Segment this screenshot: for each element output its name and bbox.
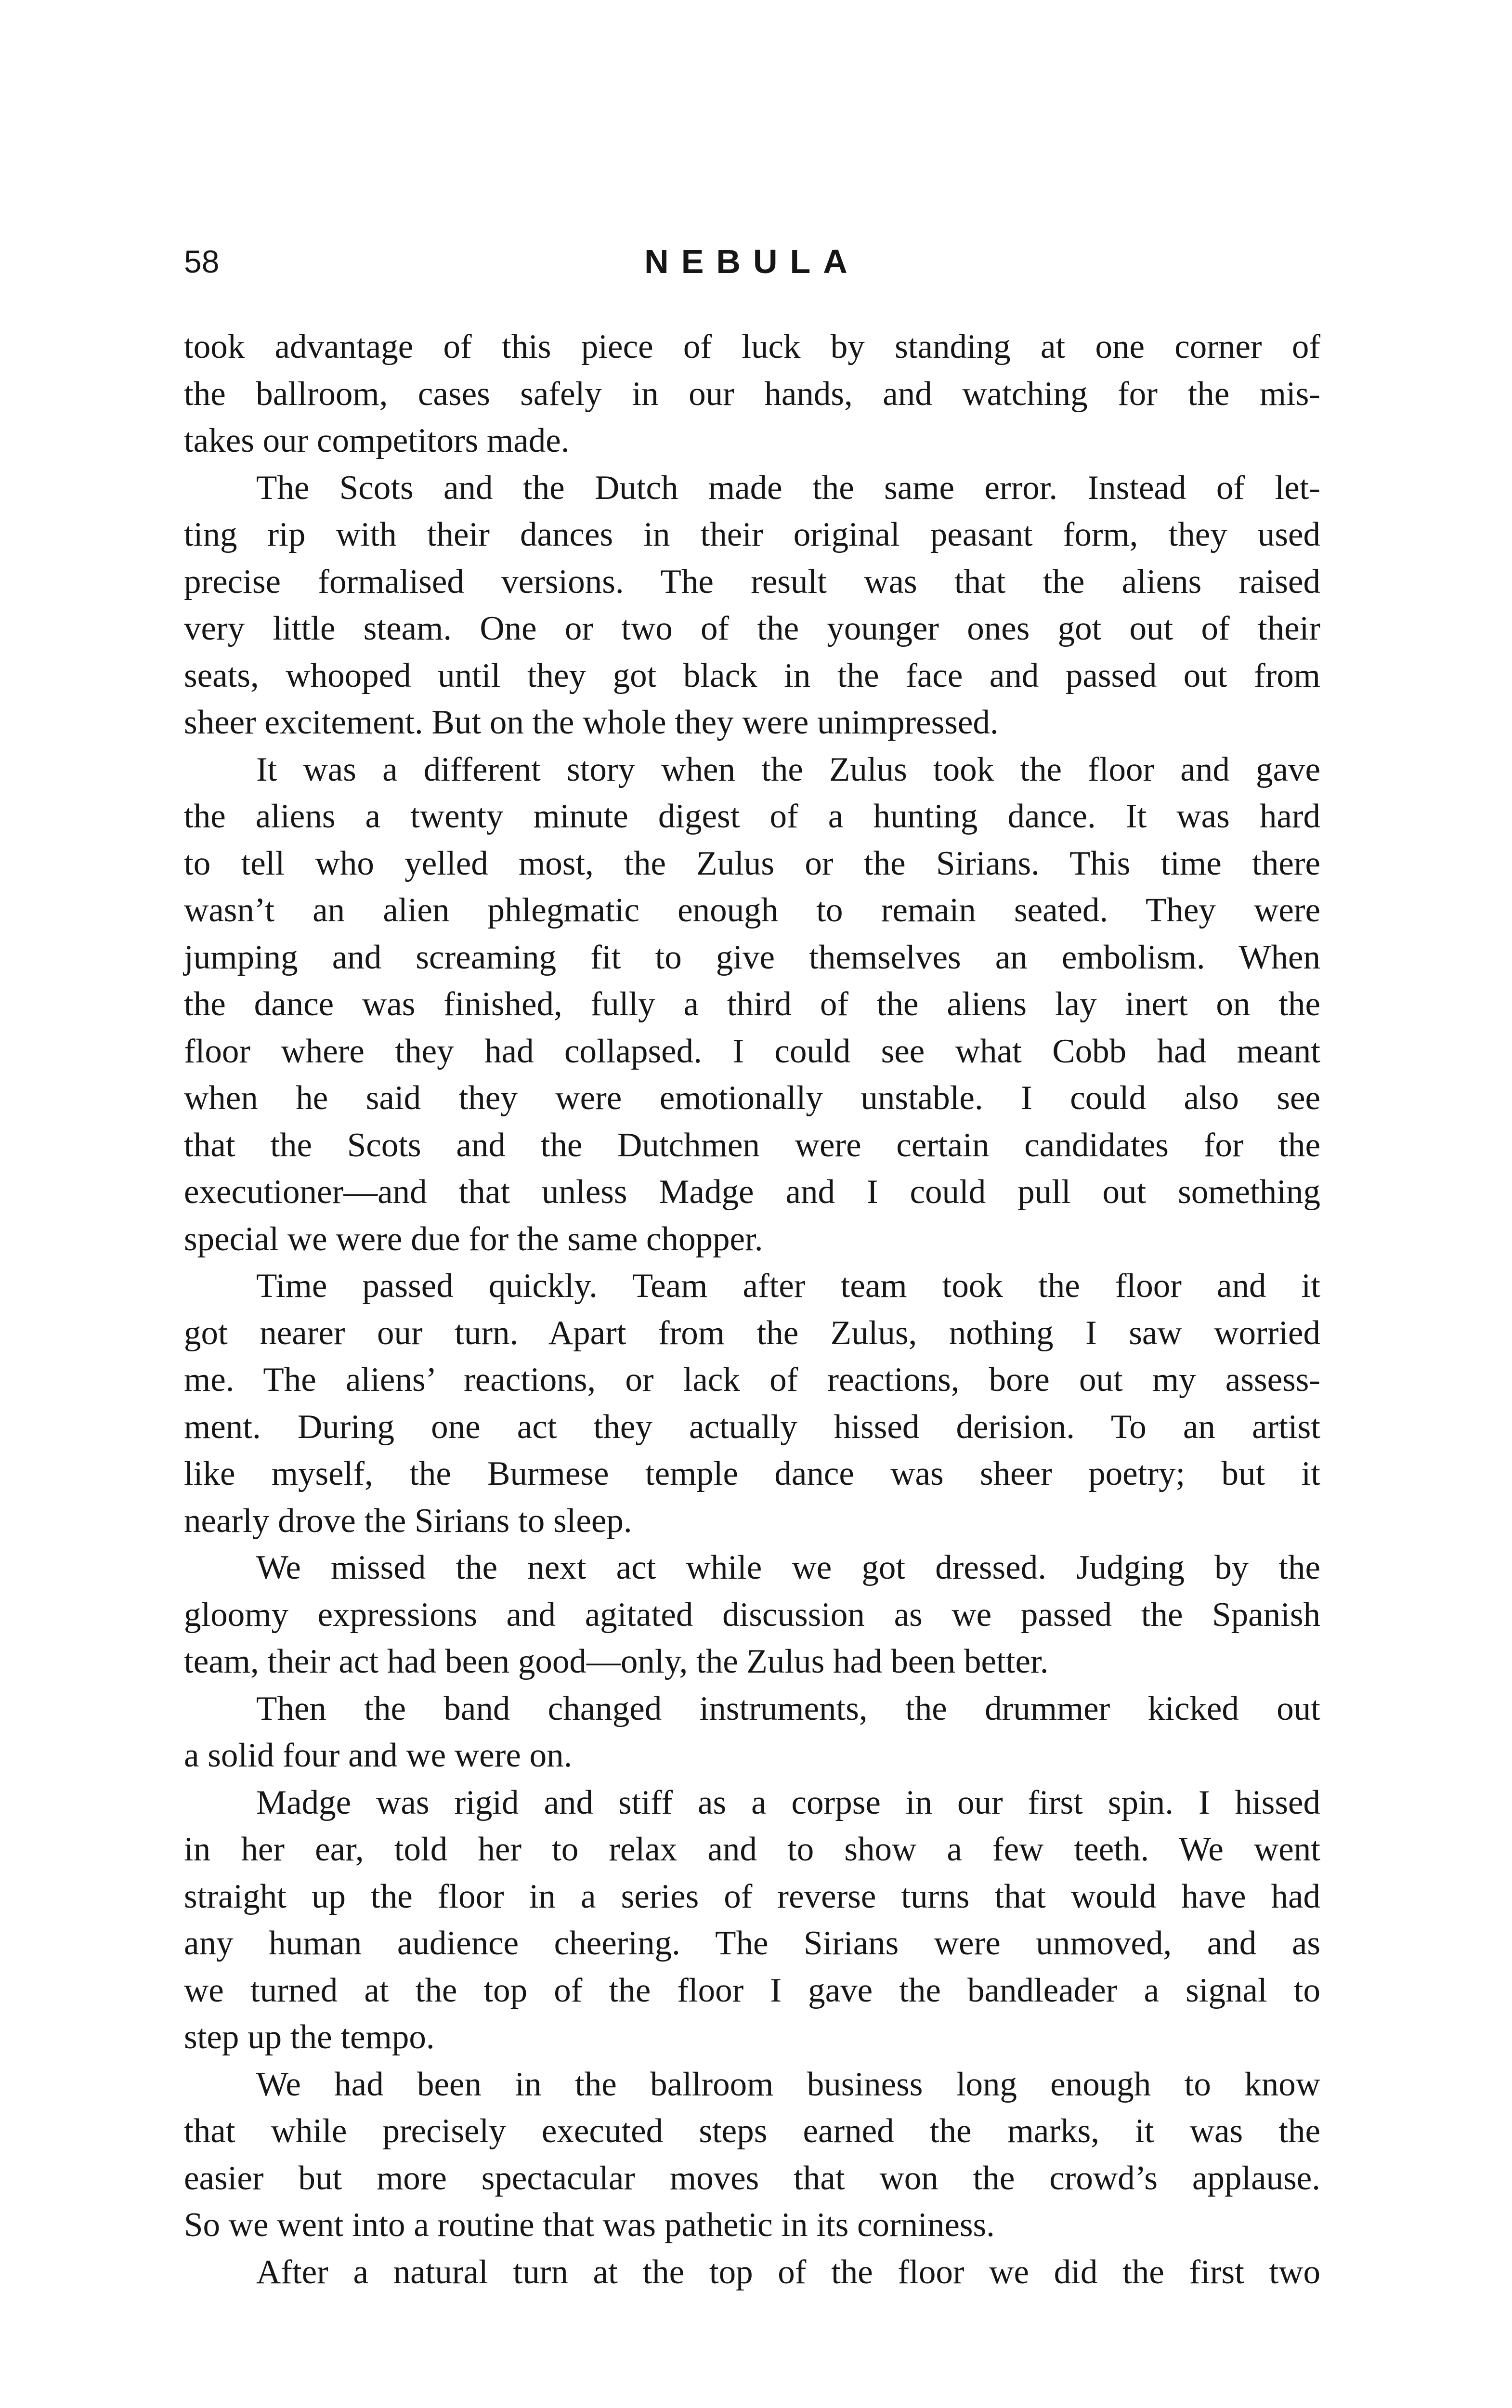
text-line: executioner—and that unless Madge and I could pull out something — [184, 1173, 1320, 1211]
text-line: team, their act had been good—only, the Zulus had been better. — [184, 1643, 1049, 1680]
text-line: After a natural turn at the top of the floor we did the first two — [256, 2253, 1320, 2291]
text-line: a solid four and we were on. — [184, 1737, 573, 1774]
text-line: ting rip with their dances in their original peasant form, they used — [184, 516, 1320, 553]
text-line: that while precisely executed steps earned the marks, it was the — [184, 2112, 1320, 2150]
text-line: wasn’t an alien phlegmatic enough to remain seated. They were — [184, 891, 1320, 929]
text-line: gloomy expressions and agitated discussion as we passed the Spanish — [184, 1596, 1320, 1634]
text-line: floor where they had collapsed. I could see what Cobb had meant — [184, 1032, 1320, 1070]
text-line: took advantage of this piece of luck by standing at one corner of — [184, 328, 1320, 366]
text-line: got nearer our turn. Apart from the Zulus, nothing I saw worried — [184, 1314, 1320, 1352]
running-head-title: NEBULA — [644, 243, 860, 280]
text-line: any human audience cheering. The Sirians were unmoved, and as — [184, 1924, 1320, 1962]
text-line: takes our competitors made. — [184, 422, 570, 459]
text-line: nearly drove the Sirians to sleep. — [184, 1502, 632, 1540]
text-line: ment. During one act they actually hissed derision. To an artist — [184, 1408, 1320, 1446]
text-line: We missed the next act while we got dressed. Judging by the — [256, 1549, 1320, 1586]
page-number: 58 — [184, 244, 220, 279]
text-line: We had been in the ballroom business long enough to know — [256, 2065, 1320, 2103]
text-line: special we were due for the same chopper. — [184, 1220, 763, 1258]
text-line: Madge was rigid and stiff as a corpse in our first spin. I hissed — [256, 1783, 1320, 1821]
text-line: precise formalised versions. The result was that the aliens raised — [184, 563, 1320, 601]
text-line: Time passed quickly. Team after team took the floor and it — [256, 1267, 1320, 1305]
text-line: we turned at the top of the floor I gave the bandleader a signal to — [184, 1971, 1320, 2009]
text-line: the ballroom, cases safely in our hands, and watching for the mis- — [184, 375, 1320, 413]
body-text — [184, 324, 1320, 2296]
text-line: the dance was finished, fully a third of the aliens lay inert on the — [184, 985, 1320, 1023]
text-line: It was a different story when the Zulus took the floor and gave — [256, 750, 1320, 788]
text-line: sheer excitement. But on the whole they were unimpressed. — [184, 704, 999, 741]
text-line: in her ear, told her to relax and to show a few teeth. We went — [184, 1831, 1320, 1868]
text-line: like myself, the Burmese temple dance was sheer poetry; but it — [184, 1455, 1320, 1492]
text-line: The Scots and the Dutch made the same error. Instead of let- — [256, 469, 1320, 507]
text-line: the aliens a twenty minute digest of a hunting dance. It was hard — [184, 798, 1320, 835]
text-line: jumping and screaming fit to give themselves an embolism. When — [184, 938, 1320, 976]
text-line: very little steam. One or two of the younger ones got out of their — [184, 610, 1320, 647]
text-line: to tell who yelled most, the Zulus or the Sirians. This time there — [184, 844, 1320, 882]
text-line: me. The aliens’ reactions, or lack of reactions, bore out my assess- — [184, 1361, 1320, 1399]
text-line: So we went into a routine that was pathetic in its corniness. — [184, 2206, 995, 2244]
text-line: when he said they were emotionally unstable. I could also see — [184, 1079, 1320, 1117]
text-line: step up the tempo. — [184, 2018, 435, 2056]
page-header — [184, 235, 1320, 288]
text-line: easier but more spectacular moves that won the crowd’s applause. — [184, 2159, 1320, 2197]
text-line: that the Scots and the Dutchmen were certain candidates for the — [184, 1126, 1320, 1164]
text-line: Then the band changed instruments, the drummer kicked out — [256, 1689, 1320, 1727]
text-line: straight up the floor in a series of reverse turns that would have had — [184, 1877, 1320, 1915]
text-line: seats, whooped until they got black in the face and passed out from — [184, 656, 1320, 694]
